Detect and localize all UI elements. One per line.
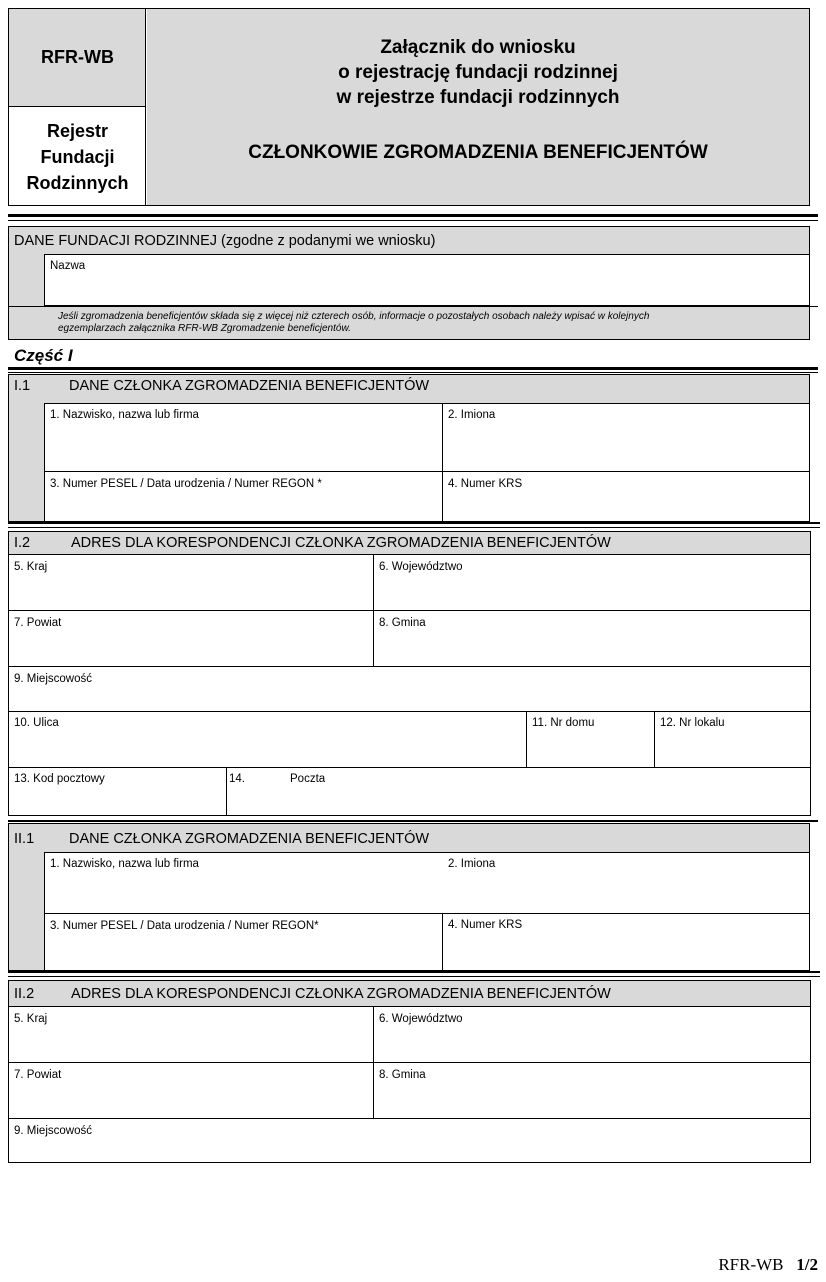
s1-2-locality-field[interactable] [8,666,811,712]
s1-2-commune-field[interactable] [373,610,811,667]
form-code: RFR-WB [41,47,114,67]
s1-2-voivodeship-label: 6. Województwo [379,561,463,573]
foundation-name-label: Nazwa [50,260,86,272]
s2-1-krs-label: 4. Numer KRS [448,919,523,931]
footer-form-code: RFR-WB [718,1255,784,1274]
separator-rule-thin [8,220,818,221]
title-line-3: w rejestrze fundacji rodzinnych [336,87,620,108]
section-2-2-title: ADRES DLA KORESPONDENCJI CZŁONKA ZGROMADZENIA BENEFICJENTÓW [71,986,611,1002]
s2-1-first-names-label: 2. Imiona [448,858,496,870]
s2-1-pesel-label: 3. Numer PESEL / Data urodzenia / Numer REGON* [50,920,319,932]
registry-line-3: Rodzinnych [26,173,129,193]
foundation-note-line-2: egzemplarzach załącznika RFR-WB Zgromadzenie beneficjentów. [58,323,351,334]
section-2-2-number: II.2 [14,986,35,1002]
section-rule-thin [8,820,818,822]
s2-2-county-label: 7. Powiat [14,1069,62,1081]
part-rule [8,367,818,370]
section-1-1-number: I.1 [14,378,31,394]
s1-2-flat-no-label: 12. Nr lokalu [660,717,725,729]
foundation-name-field[interactable] [44,254,810,306]
s1-2-street-label: 10. Ulica [14,717,59,729]
registry-line-1: Rejestr [46,121,109,141]
s2-2-county-field[interactable] [8,1062,374,1119]
footer-page-number: 1/2 [796,1255,818,1274]
foundation-header: DANE FUNDACJI RODZINNEJ (zgodne z podanymi we wniosku) [14,233,436,249]
s1-2-post-office-label: Poczta [290,773,326,785]
s2-2-country-label: 5. Kraj [14,1013,48,1025]
foundation-note-line-1: Jeśli zgromadzenia beneficjentów składa się z więcej niż czterech osób, informacje o pozostałych osobach należy wpisać w kolejnych [58,311,650,322]
document-title [147,35,809,110]
s1-1-first-names-label: 2. Imiona [448,409,496,421]
section-rule-thin [8,527,820,528]
section-rule-thin [8,976,820,977]
title-line-1: Załącznik do wniosku [380,37,576,58]
s2-2-locality-field[interactable] [8,1118,811,1163]
s2-2-country-field[interactable] [8,1006,374,1063]
s1-2-commune-label: 8. Gmina [379,617,426,629]
s2-1-surname-label: 1. Nazwisko, nazwa lub firma [50,858,199,870]
foundation-note-divider [8,306,818,307]
title-line-2: o rejestrację fundacji rodzinnej [338,62,618,83]
s1-2-country-field[interactable] [8,554,374,611]
s2-2-commune-field[interactable] [373,1062,811,1119]
s2-2-commune-label: 8. Gmina [379,1069,426,1081]
part-rule-thin [8,372,818,373]
s1-2-street-field[interactable] [8,711,527,768]
section-1-2-number: I.2 [14,535,31,551]
section-rule [8,971,820,973]
registry-line-2: Fundacji [40,147,115,167]
s1-2-post-office-number: 14. [229,773,245,785]
separator-rule [8,214,818,217]
s1-2-locality-label: 9. Miejscowość [14,673,92,685]
section-rule [8,522,820,524]
document-subtitle: CZŁONKOWIE ZGROMADZENIA BENEFICJENTÓW [248,142,708,163]
s1-2-postal-code-label: 13. Kod pocztowy [14,773,105,785]
s1-1-pesel-label: 3. Numer PESEL / Data urodzenia / Numer REGON * [50,478,322,490]
foundation-note [58,311,649,335]
s2-2-voivodeship-label: 6. Województwo [379,1013,463,1025]
s1-2-county-label: 7. Powiat [14,617,62,629]
s1-1-surname-label: 1. Nazwisko, nazwa lub firma [50,409,199,421]
s1-2-county-field[interactable] [8,610,374,667]
s1-2-country-label: 5. Kraj [14,561,48,573]
s1-1-first-names-field[interactable] [442,403,810,472]
part-title: Część I [14,346,73,365]
section-1-2-title: ADRES DLA KORESPONDENCJI CZŁONKA ZGROMADZENIA BENEFICJENTÓW [71,535,611,551]
s1-1-krs-label: 4. Numer KRS [448,478,523,490]
section-2-1-title: DANE CZŁONKA ZGROMADZENIA BENEFICJENTÓW [69,831,430,847]
section-2-1-number: II.1 [14,831,35,847]
s2-2-locality-label: 9. Miejscowość [14,1125,92,1137]
registry-name [9,118,146,196]
section-1-1-title: DANE CZŁONKA ZGROMADZENIA BENEFICJENTÓW [69,378,430,394]
s1-2-house-no-label: 11. Nr domu [532,717,595,729]
page-footer [718,1255,818,1275]
